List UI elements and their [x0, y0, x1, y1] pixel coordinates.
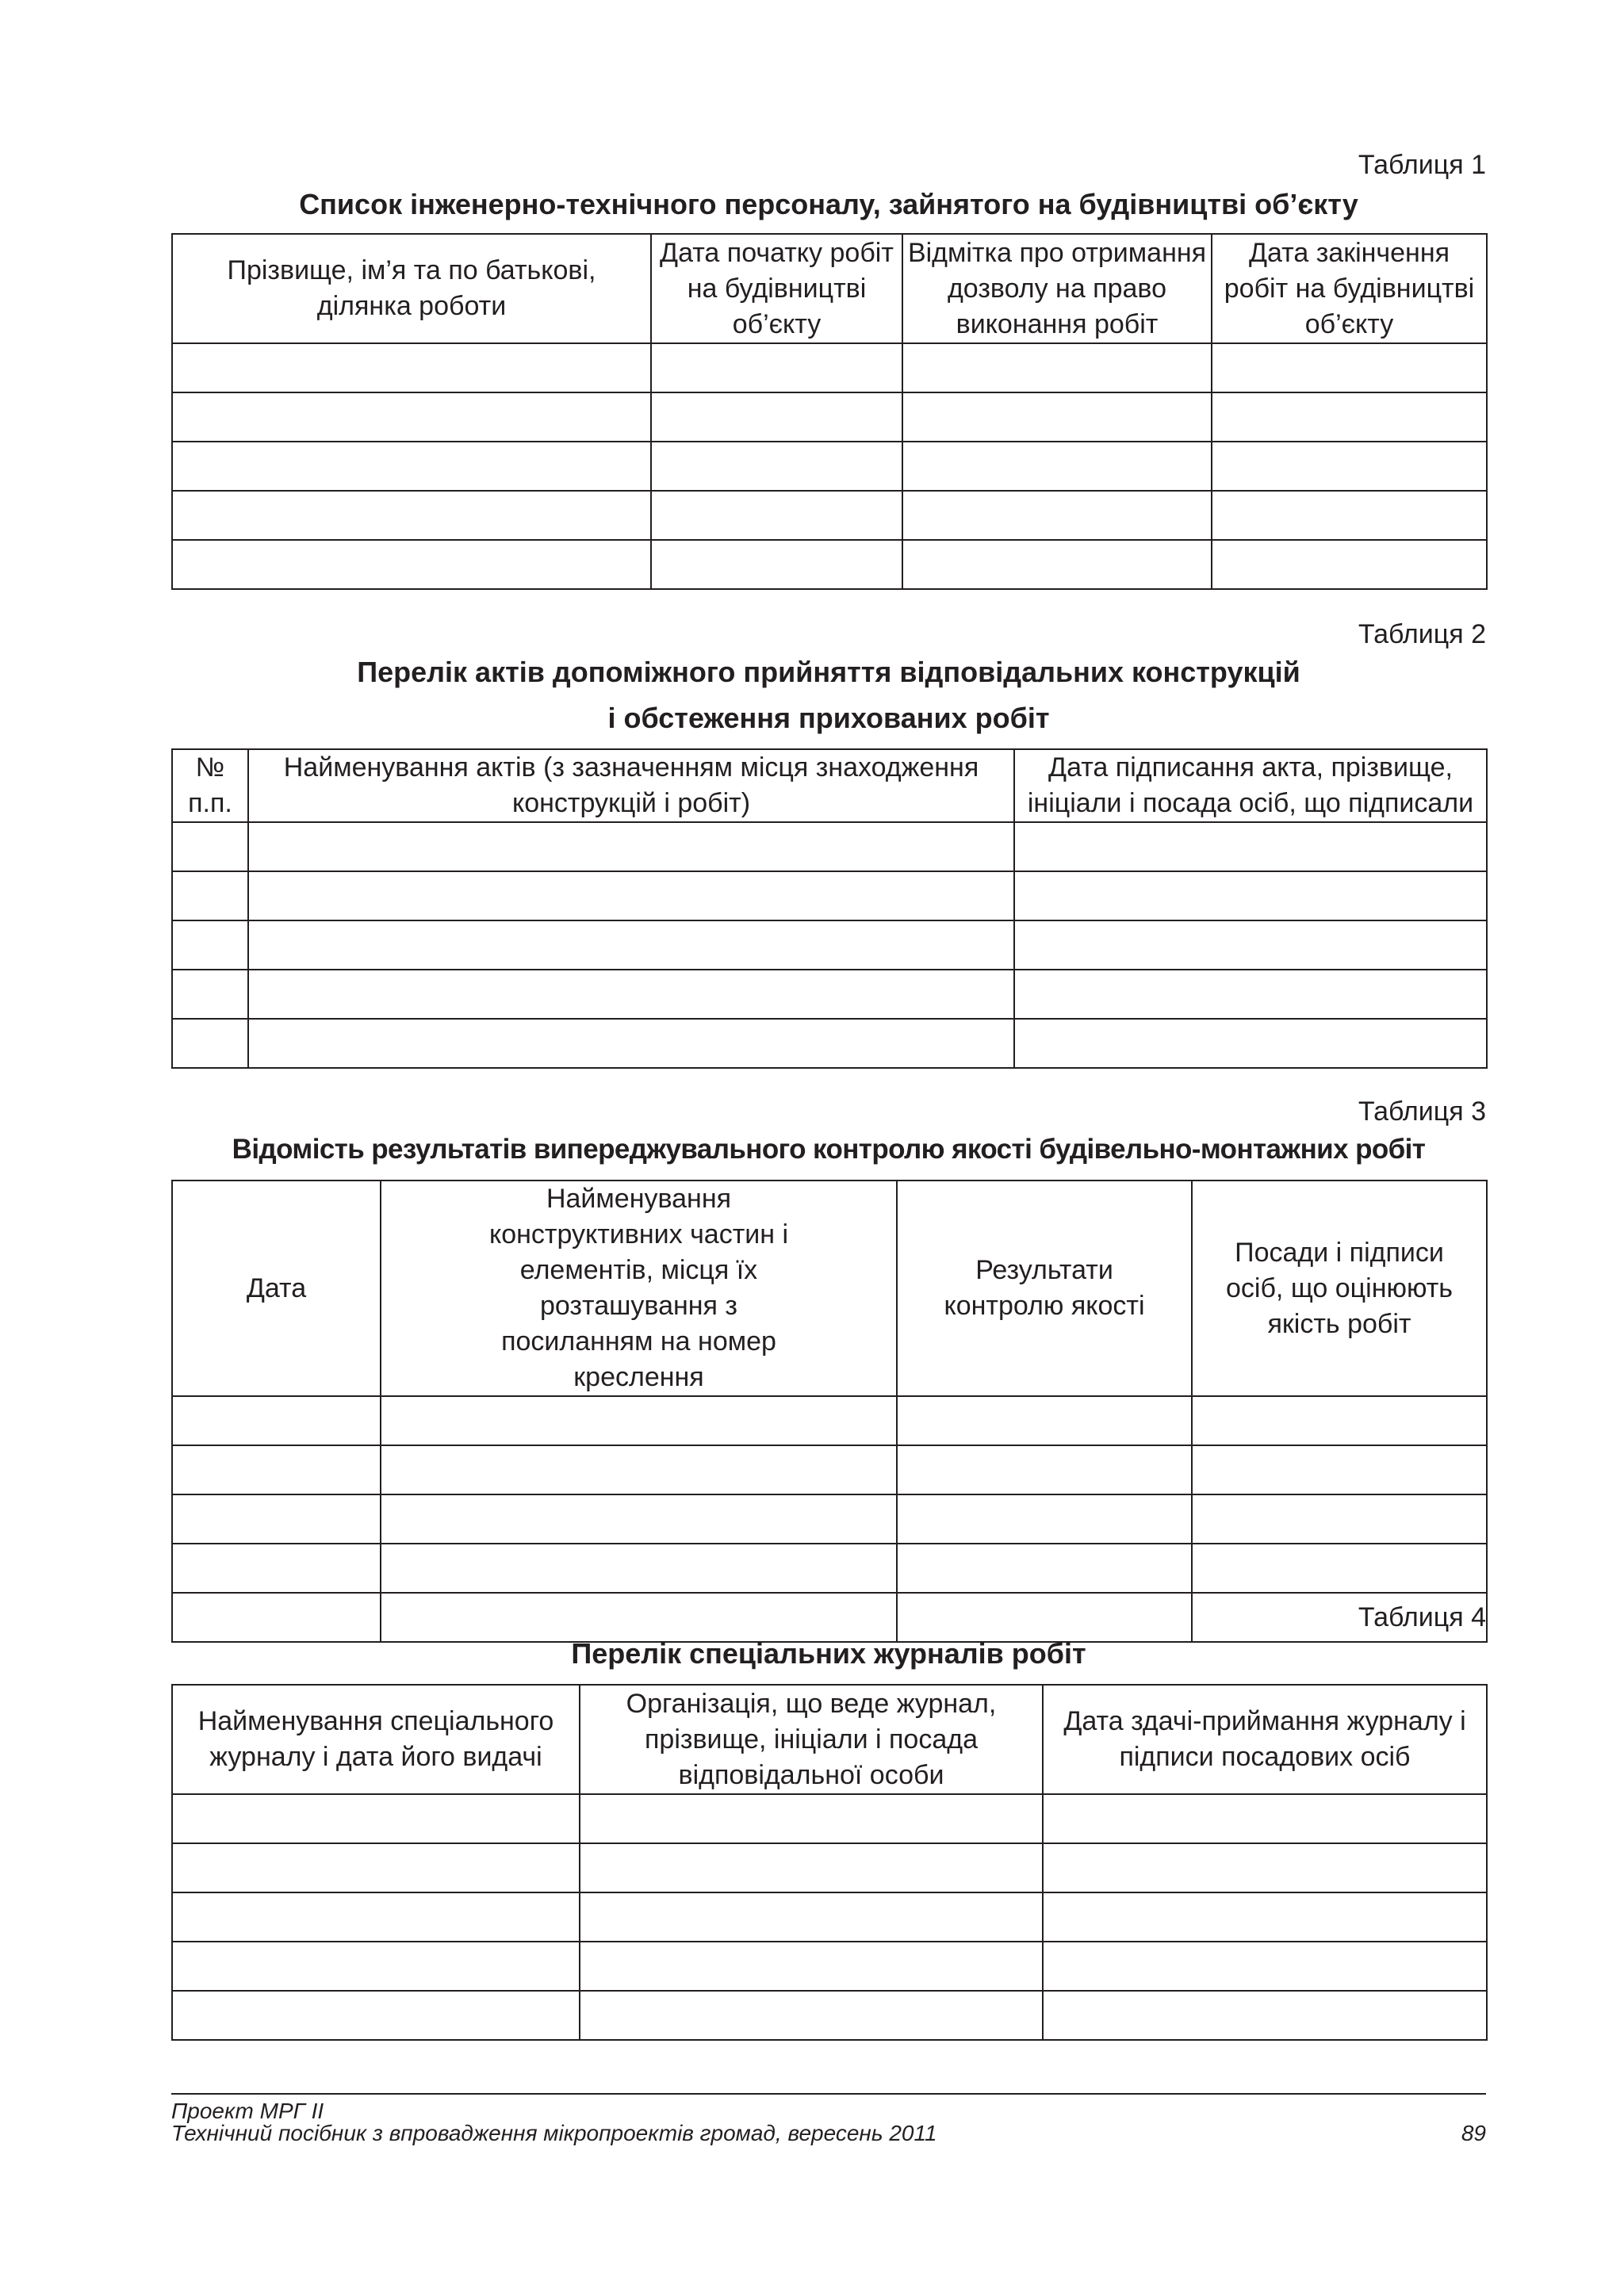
table-cell[interactable]: [1192, 1445, 1487, 1494]
table-cell[interactable]: [902, 392, 1212, 442]
table-cell[interactable]: [172, 1991, 580, 2040]
table-cell[interactable]: [381, 1494, 897, 1544]
table-4-header-row: [172, 1685, 1487, 1794]
table-1-header-cell: [1212, 234, 1487, 343]
table-cell[interactable]: [580, 1892, 1043, 1942]
table-row: [172, 491, 1487, 540]
table-3-header-cell: [897, 1181, 1192, 1396]
table-cell[interactable]: [1212, 491, 1487, 540]
table-3-title: Відомість результатів випереджувального контролю якості будівельно-монтажних робіт: [232, 1134, 1426, 1165]
table-cell[interactable]: [172, 920, 248, 970]
table-cell[interactable]: [1212, 392, 1487, 442]
table-row: [172, 1892, 1487, 1942]
table-row: [172, 1396, 1487, 1445]
table-cell[interactable]: [1212, 442, 1487, 491]
table-cell[interactable]: [1043, 1843, 1487, 1892]
table-cell[interactable]: [1212, 540, 1487, 589]
table-cell[interactable]: [580, 1843, 1043, 1892]
table-3-header-cell: [1192, 1181, 1487, 1396]
table-cell[interactable]: [1212, 343, 1487, 392]
table-cell[interactable]: [651, 343, 902, 392]
page-number: 89: [1461, 2121, 1486, 2145]
table-cell[interactable]: [248, 1019, 1014, 1068]
table-cell[interactable]: [902, 491, 1212, 540]
table-cell[interactable]: [897, 1445, 1192, 1494]
table-1-header-end-date: Дата закінчення робіт на будівництві об’єкту: [1224, 237, 1475, 339]
table-3: [171, 1180, 1488, 1643]
table-2-label: Таблиця 2: [1358, 619, 1486, 649]
table-2-header-cell: [1014, 749, 1487, 822]
table-2-title-line-2: і обстеження прихованих робіт: [607, 702, 1050, 734]
table-cell[interactable]: [1043, 1942, 1487, 1991]
table-cell[interactable]: [1014, 970, 1487, 1019]
table-cell[interactable]: [172, 1544, 381, 1593]
table-cell[interactable]: [1043, 1892, 1487, 1942]
table-cell[interactable]: [651, 442, 902, 491]
table-cell[interactable]: [1043, 1794, 1487, 1843]
table-cell[interactable]: [172, 1494, 381, 1544]
table-cell[interactable]: [1014, 1019, 1487, 1068]
table-row: [172, 392, 1487, 442]
table-cell[interactable]: [381, 1396, 897, 1445]
table-1-label: Таблиця 1: [1358, 150, 1486, 180]
table-4-title: Перелік спеціальних журналів робіт: [571, 1637, 1086, 1670]
table-row: [172, 343, 1487, 392]
table-1-header-name: Прізвище, ім’я та по батькові, ділянка роботи: [227, 255, 596, 321]
table-4-header-cell: [580, 1685, 1043, 1794]
table-1-header-permit: Відмітка про отримання дозволу на право виконання робіт: [907, 237, 1207, 339]
table-cell[interactable]: [381, 1544, 897, 1593]
table-cell[interactable]: [172, 343, 651, 392]
table-2-header-cell: [248, 749, 1014, 822]
footer-divider: [171, 2093, 1486, 2095]
table-cell[interactable]: [580, 1794, 1043, 1843]
table-4-header-organization: Організація, що веде журнал, прізвище, ініціали і посада відповідальної особи: [626, 1688, 997, 1790]
table-row: [172, 540, 1487, 589]
table-cell[interactable]: [172, 871, 248, 920]
table-cell[interactable]: [172, 1942, 580, 1991]
table-cell[interactable]: [651, 392, 902, 442]
table-cell[interactable]: [172, 1843, 580, 1892]
table-row: [172, 1445, 1487, 1494]
table-cell[interactable]: [1192, 1396, 1487, 1445]
table-row: [172, 1942, 1487, 1991]
table-cell[interactable]: [580, 1991, 1043, 2040]
table-1-header-cell: [651, 234, 902, 343]
table-row: [172, 1544, 1487, 1593]
table-cell[interactable]: [248, 871, 1014, 920]
footer-project: Проект МРГ II: [171, 2099, 324, 2123]
table-4-header-handover: Дата здачі-приймання журналу і підписи посадових осіб: [1063, 1706, 1466, 1772]
table-cell[interactable]: [172, 392, 651, 442]
table-row: [172, 871, 1487, 920]
table-4-header-cell: [1043, 1685, 1487, 1794]
table-cell[interactable]: [651, 491, 902, 540]
table-cell[interactable]: [381, 1445, 897, 1494]
table-cell[interactable]: [172, 1794, 580, 1843]
table-1-title: Список інженерно-технічного персоналу, зайнятого на будівництві об’єкту: [299, 188, 1358, 220]
table-1-header-row: [172, 234, 1487, 343]
table-4-header-journal-name: Найменування спеціального журналу і дата його видачі: [197, 1706, 554, 1772]
table-3-header-elements: Найменування конструктивних частин і елементів, місця їх розташування з посиланням на номер креслення: [488, 1184, 789, 1392]
table-1-header-start-date: Дата початку робіт на будівництві об’єкту: [660, 237, 894, 339]
table-cell[interactable]: [172, 1892, 580, 1942]
footer-publication: Технічний посібник з впровадження мікропроектів громад, вересень 2011: [171, 2121, 937, 2145]
table-cell[interactable]: [902, 343, 1212, 392]
table-cell[interactable]: [651, 540, 902, 589]
table-row: [172, 1494, 1487, 1544]
table-row: [172, 1843, 1487, 1892]
table-cell[interactable]: [172, 1396, 381, 1445]
table-cell[interactable]: [580, 1942, 1043, 1991]
table-cell[interactable]: [172, 442, 651, 491]
table-3-header-results: Результати контролю якості: [944, 1255, 1145, 1321]
table-cell[interactable]: [172, 1445, 381, 1494]
table-cell[interactable]: [248, 970, 1014, 1019]
table-row: [172, 970, 1487, 1019]
table-cell[interactable]: [1043, 1991, 1487, 2040]
table-row: [172, 1991, 1487, 2040]
table-1: [171, 233, 1488, 590]
table-cell[interactable]: [172, 491, 651, 540]
table-cell[interactable]: [172, 822, 248, 871]
table-cell[interactable]: [172, 970, 248, 1019]
table-cell[interactable]: [248, 920, 1014, 970]
table-2-header-act-name: Найменування актів (з зазначенням місця знаходження конструкцій і робіт): [283, 752, 979, 818]
table-2-title-line-1: Перелік актів допоміжного прийняття відповідальних конструкцій: [357, 656, 1300, 688]
table-3-header-row: [172, 1181, 1487, 1396]
table-3-header-cell: [381, 1181, 897, 1396]
table-cell[interactable]: [172, 540, 651, 589]
table-3-header-date: Дата: [246, 1272, 307, 1303]
table-cell[interactable]: [1014, 822, 1487, 871]
table-row: [172, 1019, 1487, 1068]
table-cell[interactable]: [1192, 1494, 1487, 1544]
table-cell[interactable]: [172, 1019, 248, 1068]
table-3-label: Таблиця 3: [1358, 1096, 1486, 1127]
table-4-header-cell: [172, 1685, 580, 1794]
table-3-header-signatures: Посади і підписи осіб, що оцінюють якість робіт: [1225, 1237, 1454, 1339]
table-cell[interactable]: [897, 1494, 1192, 1544]
table-cell[interactable]: [897, 1396, 1192, 1445]
table-4: [171, 1684, 1488, 2041]
table-cell[interactable]: [248, 822, 1014, 871]
table-1-header-cell: [172, 234, 651, 343]
table-cell[interactable]: [1014, 871, 1487, 920]
table-1-header-cell: [902, 234, 1212, 343]
table-2-header-number: № п.п.: [188, 752, 232, 818]
table-2-header-cell: [172, 749, 248, 822]
table-2-header-row: [172, 749, 1487, 822]
table-2-header-signing: Дата підписання акта, прізвище, ініціали і посада осіб, що підписали: [1027, 752, 1474, 818]
table-cell[interactable]: [902, 442, 1212, 491]
table-cell[interactable]: [897, 1544, 1192, 1593]
table-2: [171, 748, 1488, 1069]
table-row: [172, 920, 1487, 970]
table-4-label: Таблиця 4: [1358, 1602, 1486, 1632]
table-cell[interactable]: [1014, 920, 1487, 970]
table-cell[interactable]: [1192, 1544, 1487, 1593]
table-3-header-cell: [172, 1181, 381, 1396]
table-row: [172, 442, 1487, 491]
table-row: [172, 1794, 1487, 1843]
table-cell[interactable]: [902, 540, 1212, 589]
table-row: [172, 822, 1487, 871]
